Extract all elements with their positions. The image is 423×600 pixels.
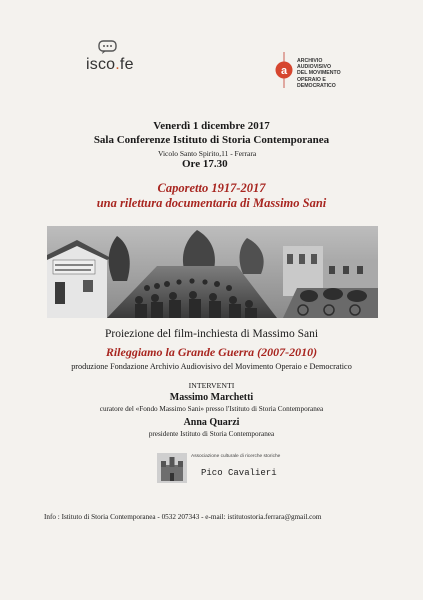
event-title-line1: Caporetto 1917-2017 <box>157 181 266 195</box>
svg-text:a: a <box>280 65 288 77</box>
event-date: Venerdì 1 dicembre 2017 <box>153 120 270 132</box>
speaker-role: curatore del «Fondo Massimo Sani» presso l'Istituto di Storia Contemporanea <box>99 405 324 413</box>
contact-info: Info : Istituto di Storia Contemporanea - 0532 207343 - e-mail: istitutostoria.ferrara@gmail.com <box>44 513 322 521</box>
event-time: Ore 17.30 <box>182 158 228 170</box>
speaker-name: Anna Quarzi <box>183 417 240 428</box>
castle-icon <box>157 453 187 483</box>
event-address: Vicolo Santo Spirito,11 - Ferrara <box>158 149 257 158</box>
association-name: Pico Cavalieri <box>201 468 277 478</box>
association-logo <box>157 451 281 487</box>
production-credit: produzione Fondazione Archivio Audiovisivo del Movimento Operaio e Democratico <box>71 362 352 371</box>
isco-logo-text: isco.fe <box>86 56 134 73</box>
event-venue: Sala Conferenze Istituto di Storia Contemporanea <box>93 134 330 146</box>
archivio-logo-text: ARCHIVIO AUDIOVISIVO DEL MOVIMENTO OPERAIO E DEMOCRATICO <box>297 58 341 89</box>
association-caption: Associazione culturale di ricerche storiche <box>191 454 281 459</box>
speaker-name: Massimo Marchetti <box>169 392 254 403</box>
speech-bubble-icon <box>98 40 118 54</box>
event-title-line2: una rilettura documentaria di Massimo Sani <box>96 196 327 210</box>
archivio-audiovisivo-logo <box>274 44 384 94</box>
interventi-header: INTERVENTI <box>188 381 235 390</box>
historical-photo-strip <box>47 226 378 318</box>
speaker-role: presidente Istituto di Storia Contemporanea <box>148 430 275 438</box>
film-title: Rileggiamo la Grande Guerra (2007-2010) <box>105 345 318 359</box>
isco-fe-logo <box>86 38 156 78</box>
archivio-mark-icon <box>274 52 294 88</box>
projection-intro: Proiezione del film-inchiesta di Massimo Sani <box>104 328 319 340</box>
